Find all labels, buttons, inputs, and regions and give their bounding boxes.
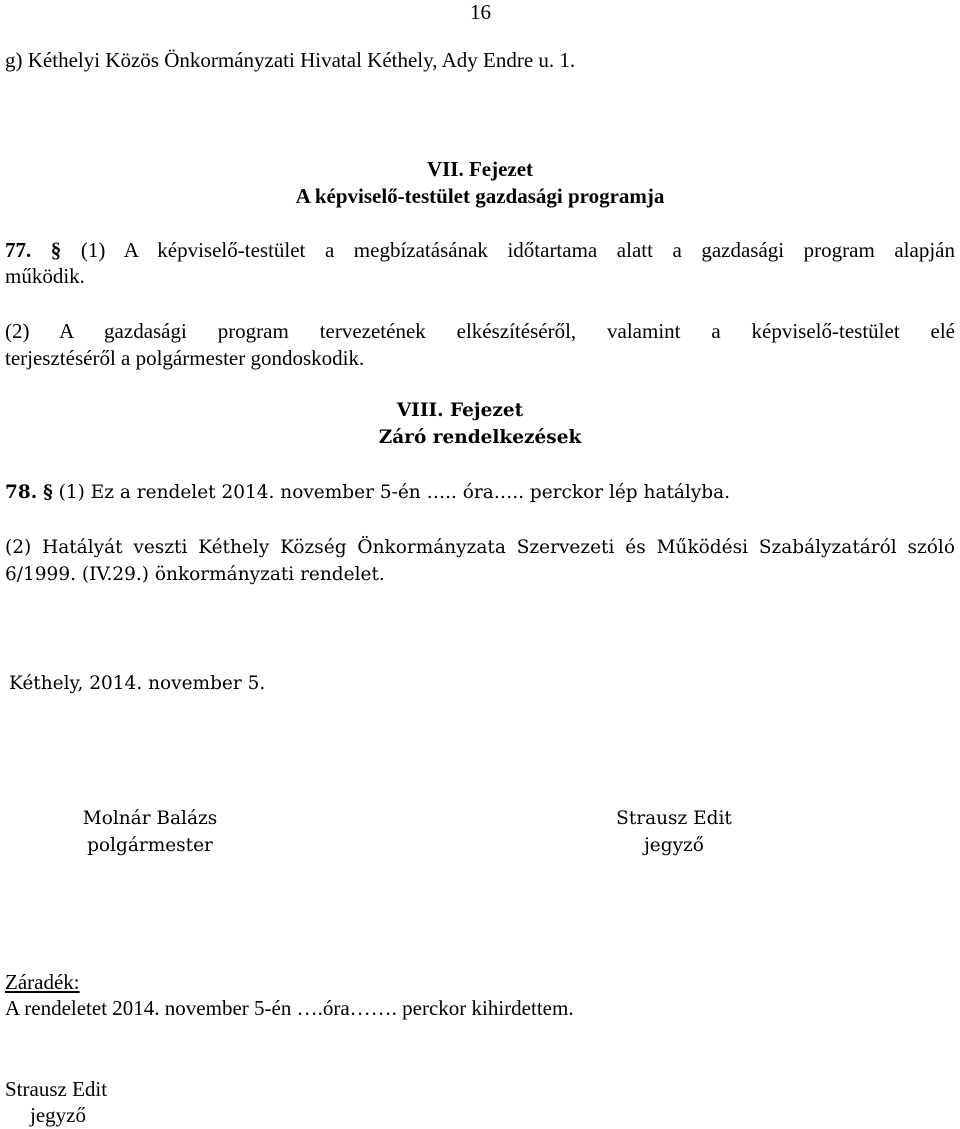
section-78-number: 78. xyxy=(5,482,38,503)
mayor-name: Molnár Balázs xyxy=(82,808,218,829)
section-78-paragraph-1-text: (1) Ez a rendelet 2014. november 5-én ….. óra….. perckor lép hatályba. xyxy=(58,482,731,503)
notary-name: Strausz Edit xyxy=(616,808,732,829)
section-77-paragraph-1-line-2: működik. xyxy=(5,264,85,288)
clause-text: A rendeletet 2014. november 5-én ….óra……. perckor kihirdettem. xyxy=(5,996,574,1020)
page-number: 16 xyxy=(470,0,491,24)
section-77-paragraph-2-line-1: (2) A gazdasági program tervezetének elkészítéséről, valamint a képviselő-testület elé xyxy=(5,319,955,343)
place-date: Kéthely, 2014. november 5. xyxy=(9,673,266,694)
chapter-8-title: Záró rendelkezések xyxy=(378,427,582,448)
section-78-paragraph-2-line-1: (2) Hatályát veszti Kéthely Község Önkormányzata Szervezeti és Működési Szabályzatáról szóló xyxy=(5,537,955,558)
section-78-paragraph-1 xyxy=(5,482,730,503)
section-sign: § xyxy=(50,238,62,262)
section-77-number: 77. xyxy=(5,238,32,262)
footer-signature-title: jegyző xyxy=(30,1103,86,1127)
section-78-paragraph-2-line-2: 6/1999. (IV.29.) önkormányzati rendelet. xyxy=(5,564,385,585)
chapter-8-number: VIII. Fejezet xyxy=(396,400,524,421)
section-77-paragraph-1-text: (1) A képviselő-testület a megbízatásának időtartama alatt a gazdasági program alapján xyxy=(80,238,955,262)
item-g-line: g) Kéthelyi Közös Önkormányzati Hivatal Kéthely, Ady Endre u. 1. xyxy=(5,48,576,72)
mayor-title: polgármester xyxy=(87,835,213,856)
section-77-paragraph-2-line-2: terjesztéséről a polgármester gondoskodik. xyxy=(5,346,365,370)
clause-heading: Záradék: xyxy=(5,970,80,994)
chapter-7-title: A képviselő-testület gazdasági programja xyxy=(295,184,665,208)
chapter-7-number: VII. Fejezet xyxy=(426,157,534,181)
section-sign: § xyxy=(43,482,53,503)
footer-signature-name: Strausz Edit xyxy=(5,1077,108,1101)
notary-title: jegyző xyxy=(644,835,704,856)
section-77-paragraph-1-line-1 xyxy=(5,238,955,263)
